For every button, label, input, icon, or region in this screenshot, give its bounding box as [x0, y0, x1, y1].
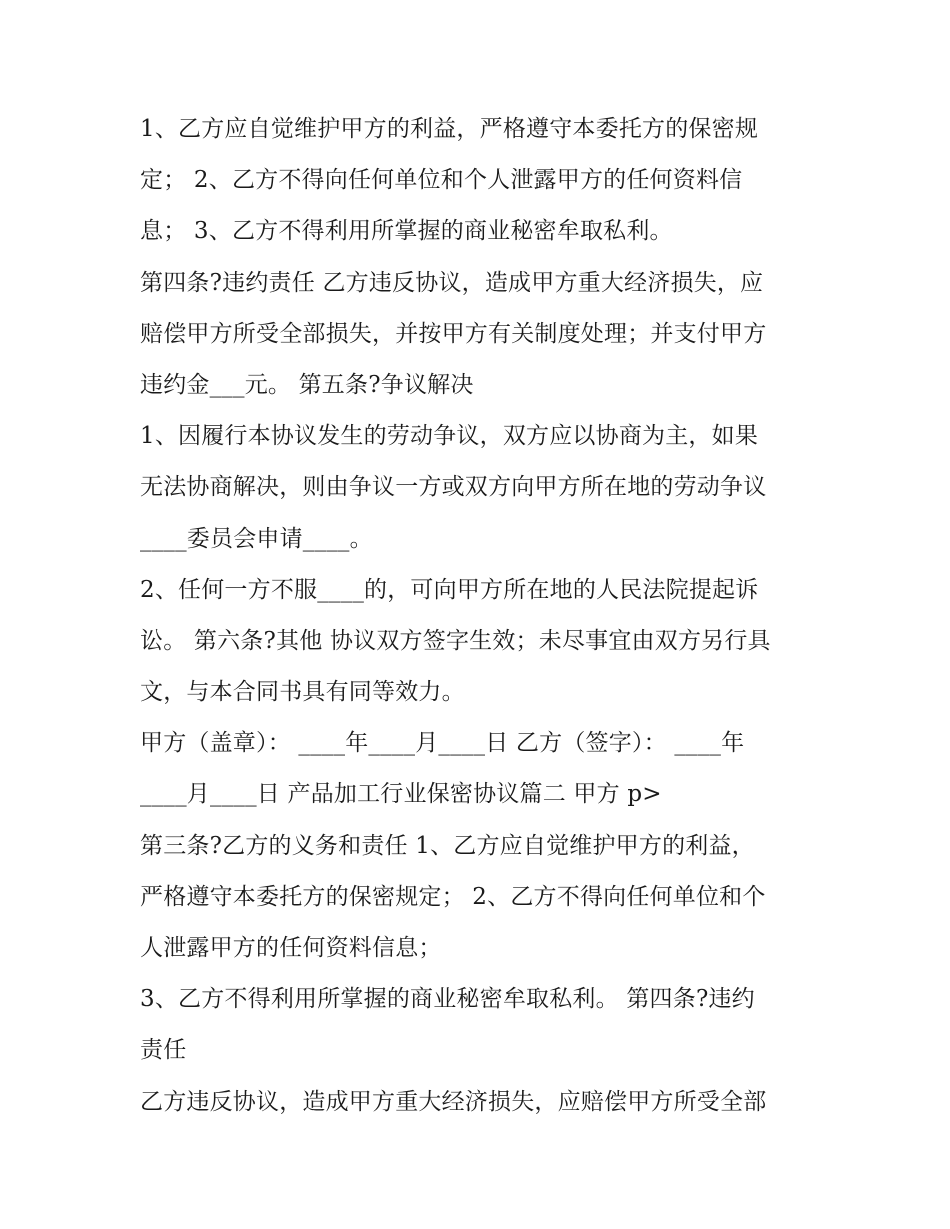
- text-line-14: ____月____日 产品加工行业保密协议篇二 甲方 p>: [140, 781, 662, 808]
- text-line-12: 文，与本合同书具有同等效力。: [140, 679, 465, 706]
- text-line-11: 讼。 第六条?其他 协议双方签字生效；未尽事宜由双方另行具: [140, 627, 771, 654]
- text-line-19: 责任: [140, 1037, 187, 1064]
- text-line-4: 第四条?违约责任 乙方违反协议，造成甲方重大经济损失，应: [140, 269, 764, 296]
- text-line-13: 甲方（盖章）： ____年____月____日 乙方（签字）： ____年: [140, 730, 745, 757]
- text-line-10: 2、任何一方不服____的，可向甲方所在地的人民法院提起诉: [140, 576, 759, 603]
- text-line-16: 严格遵守本委托方的保密规定； 2、乙方不得向任何单位和个: [140, 883, 766, 910]
- text-line-5: 赔偿甲方所受全部损失，并按甲方有关制度处理；并支付甲方: [140, 320, 767, 347]
- text-line-6: 违约金___元。 第五条?争议解决: [140, 371, 474, 398]
- document-body: [140, 104, 830, 1128]
- text-line-7: 1、因履行本协议发生的劳动争议，双方应以协商为主，如果: [140, 423, 759, 450]
- text-line-3: 息； 3、乙方不得利用所掌握的商业秘密牟取私利。: [140, 218, 673, 245]
- text-line-15: 第三条?乙方的义务和责任 1、乙方应自觉维护甲方的利益，: [140, 832, 755, 859]
- text-line-20: 乙方违反协议，造成甲方重大经济损失，应赔偿甲方所受全部: [140, 1088, 767, 1115]
- text-line-18: 3、乙方不得利用所掌握的商业秘密牟取私利。 第四条?违约: [140, 986, 755, 1013]
- text-line-8: 无法协商解决，则由争议一方或双方向甲方所在地的劳动争议: [140, 474, 767, 501]
- text-line-17: 人泄露甲方的任何资料信息；: [140, 935, 442, 961]
- text-line-9: ____委员会申请____。: [140, 525, 373, 552]
- text-line-2: 定； 2、乙方不得向任何单位和个人泄露甲方的任何资料信: [140, 167, 743, 194]
- text-line-1: 1、乙方应自觉维护甲方的利益，严格遵守本委托方的保密规: [140, 116, 759, 142]
